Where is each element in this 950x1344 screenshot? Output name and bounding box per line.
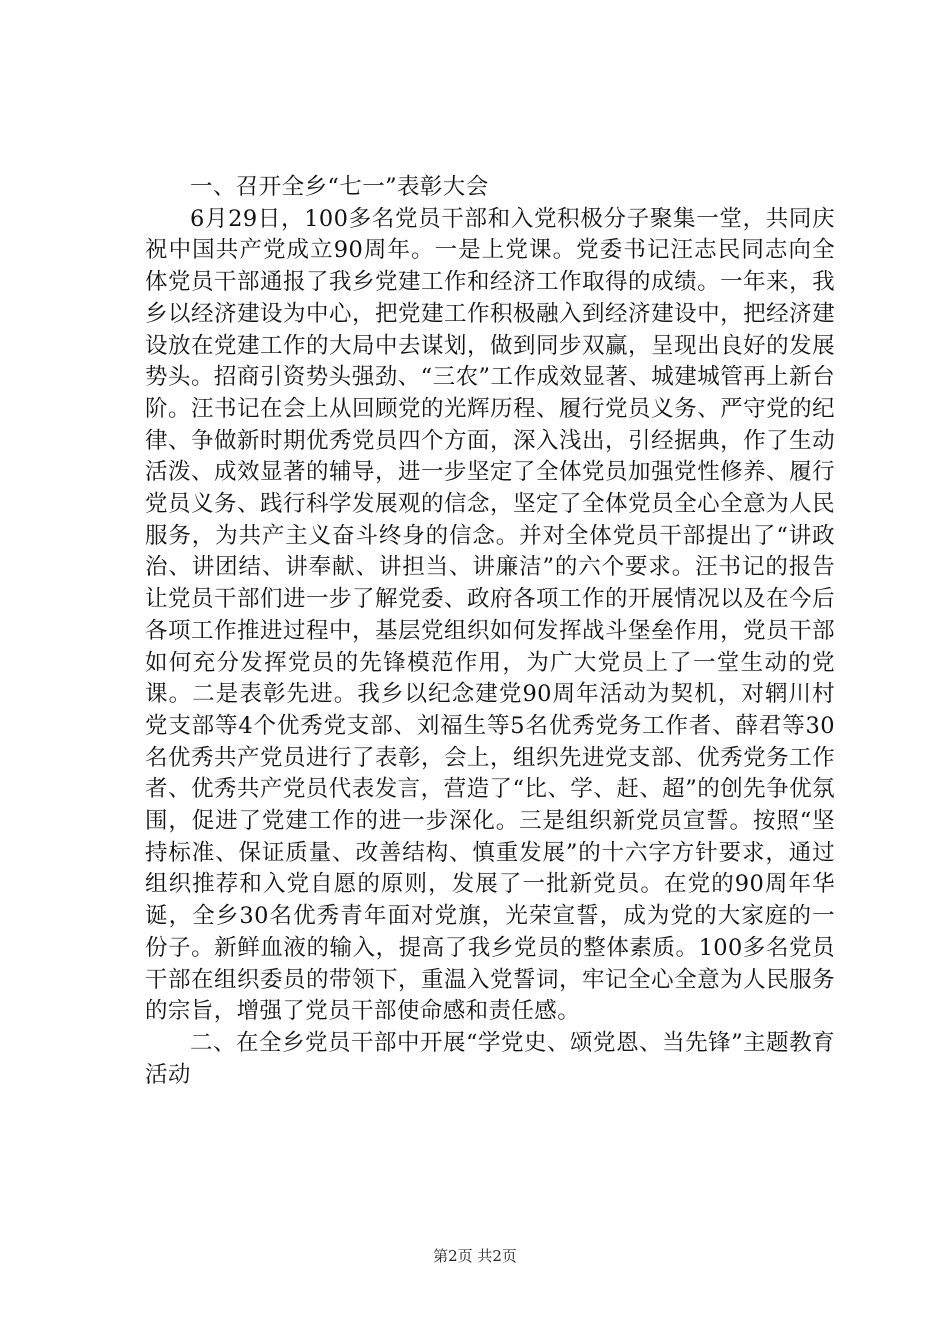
section-heading-2: 二、在全乡党员干部中开展“学党史、颂党恩、当先锋”主题教育活动 bbox=[145, 1029, 835, 1088]
page-number-footer: 第2页 共2页 bbox=[433, 1247, 517, 1265]
document-body bbox=[145, 172, 835, 1091]
section-heading-1: 一、召开全乡“七一”表彰大会 bbox=[190, 174, 489, 200]
body-paragraph: 6月29日，100多名党员干部和入党积极分子聚集一堂，共同庆祝中国共产党成立90周年。一是上党课。党委书记汪志民同志向全体党员干部通报了我乡党建工作和经济工作取得的成绩。一年来，我乡以经济建设为中心，把党建工作积极融入到经济建设中，把经济建设放在党建工作的大局中去谋划，做到同步双赢，呈现出良好的发展势头。招商引资势头强劲、“三农”工作成效显著、城建城管再上新台阶。汪书记在会上从回顾党的光辉历程、履行党员义务、严守党的纪律、争做新时期优秀党员四个方面，深入浅出，引经据典，作了生动活泼、成效显著的辅导，进一步坚定了全体党员加强党性修养、履行党员义务、践行科学发展观的信念，坚定了全体党员全心全意为人民服务，为共产主义奋斗终身的信念。并对全体党员干部提出了“讲政治、讲团结、讲奉献、讲担当、讲廉洁”的六个要求。汪书记的报告让党员干部们进一步了解党委、政府各项工作的开展情况以及在今后各项工作推进过程中，基层党组织如何发挥战斗堡垒作用，党员干部如何充分发挥党员的先锋模范作用，为广大党员上了一堂生动的党课。二是表彰先进。我乡以纪念建党90周年活动为契机，对辋川村党支部等4个优秀党支部、刘福生等5名优秀党务工作者、薛君等30名优秀共产党员进行了表彰，会上，组织先进党支部、优秀党务工作者、优秀共产党员代表发言，营造了“比、学、赶、超”的创先争优氛围，促进了党建工作的进一步深化。三是组织新党员宣誓。按照“坚持标准、保证质量、改善结构、慎重发展”的十六字方针要求，通过组织推荐和入党自愿的原则，发展了一批新党员。在党的90周年华诞，全乡30名优秀青年面对党旗，光荣宣誓，成为党的大家庭的一份子。新鲜血液的输入，提高了我乡党员的整体素质。100多名党员干部在组织委员的带领下，重温入党誓词，牢记全心全意为人民服务的宗旨，增强了党员干部使命感和责任感。 bbox=[145, 205, 835, 1025]
